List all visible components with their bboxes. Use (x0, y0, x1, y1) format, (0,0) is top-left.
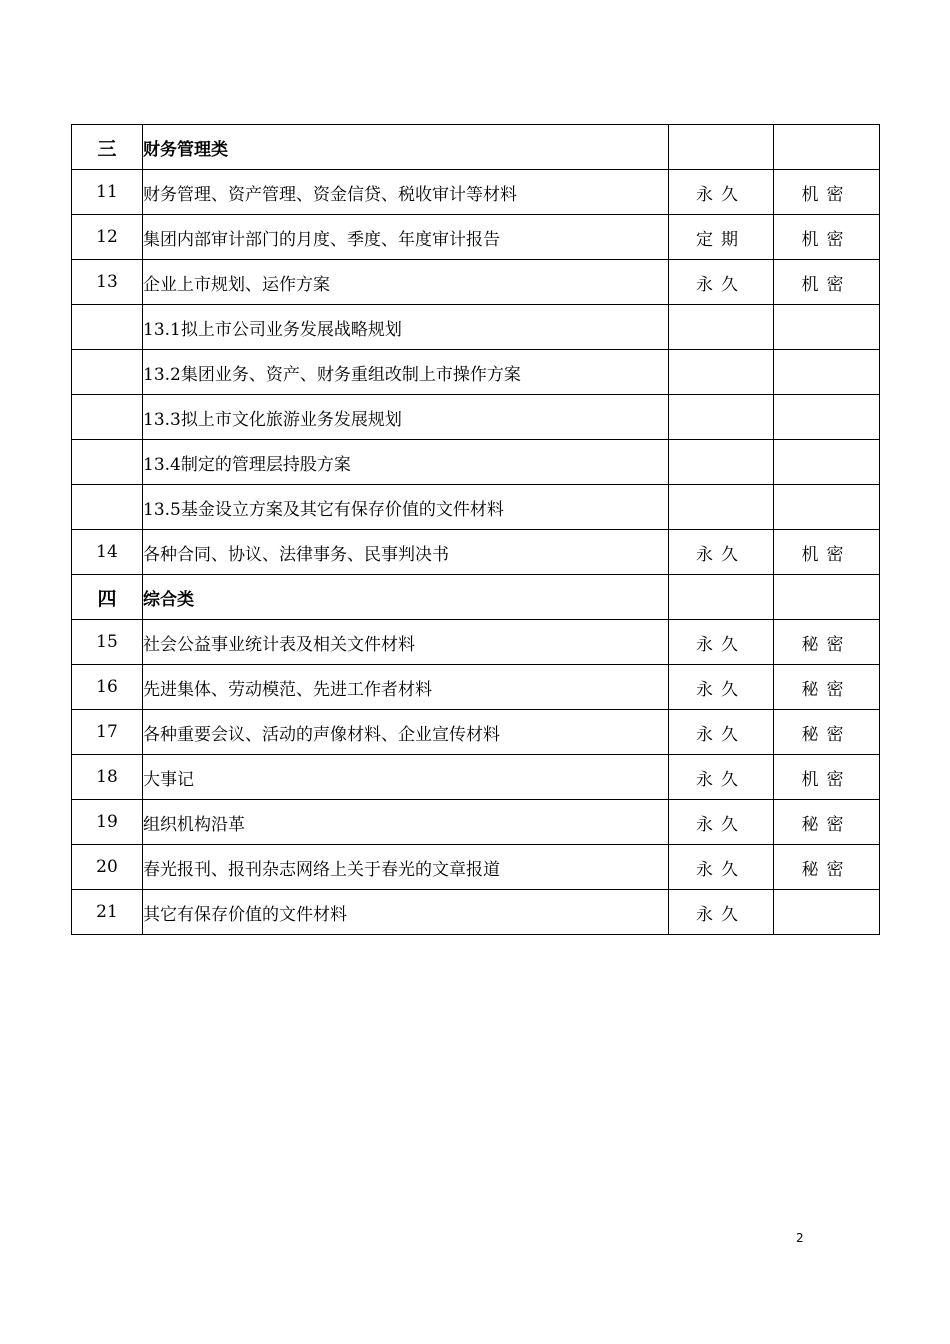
row-number-cell: 四 (72, 575, 143, 620)
row-title-cell: 13.1拟上市公司业务发展战略规划 (143, 305, 669, 350)
secrecy-level-cell (774, 890, 880, 935)
row-number-cell: 21 (72, 890, 143, 935)
table-row (72, 620, 880, 665)
row-number-cell (72, 350, 143, 395)
retention-term-cell (669, 125, 774, 170)
secrecy-level-cell (774, 305, 880, 350)
retention-term-cell (669, 575, 774, 620)
retention-term-cell: 永久 (669, 845, 774, 890)
row-title-cell: 春光报刊、报刊杂志网络上关于春光的文章报道 (143, 845, 669, 890)
row-title-cell: 财务管理、资产管理、资金信贷、税收审计等材料 (143, 170, 669, 215)
row-title-cell: 13.4制定的管理层持股方案 (143, 440, 669, 485)
row-number-cell (72, 395, 143, 440)
row-number-cell: 18 (72, 755, 143, 800)
table-row (72, 485, 880, 530)
row-title-cell: 13.3拟上市文化旅游业务发展规划 (143, 395, 669, 440)
table-row (72, 665, 880, 710)
secrecy-level-cell: 秘密 (774, 665, 880, 710)
secrecy-level-cell: 秘密 (774, 620, 880, 665)
secrecy-level-cell (774, 440, 880, 485)
retention-term-cell: 永久 (669, 665, 774, 710)
table-row (72, 440, 880, 485)
row-title-cell: 先进集体、劳动模范、先进工作者材料 (143, 665, 669, 710)
table-row (72, 530, 880, 575)
section-row (72, 575, 880, 620)
row-title-cell: 13.2集团业务、资产、财务重组改制上市操作方案 (143, 350, 669, 395)
table-body (72, 125, 880, 935)
records-retention-table (71, 124, 880, 935)
row-number-cell (72, 485, 143, 530)
retention-term-cell (669, 350, 774, 395)
secrecy-level-cell: 机密 (774, 530, 880, 575)
retention-term-cell: 永久 (669, 170, 774, 215)
row-title-cell: 综合类 (143, 575, 669, 620)
retention-term-cell (669, 305, 774, 350)
row-title-cell: 13.5基金设立方案及其它有保存价值的文件材料 (143, 485, 669, 530)
page-number: 2 (796, 1231, 804, 1245)
secrecy-level-cell: 机密 (774, 260, 880, 305)
secrecy-level-cell: 秘密 (774, 800, 880, 845)
retention-term-cell (669, 485, 774, 530)
row-number-cell: 三 (72, 125, 143, 170)
row-number-cell: 17 (72, 710, 143, 755)
row-number-cell: 15 (72, 620, 143, 665)
secrecy-level-cell (774, 125, 880, 170)
table-row (72, 755, 880, 800)
table-row (72, 395, 880, 440)
secrecy-level-cell (774, 485, 880, 530)
row-number-cell: 20 (72, 845, 143, 890)
retention-term-cell (669, 395, 774, 440)
row-number-cell: 12 (72, 215, 143, 260)
row-number-cell: 16 (72, 665, 143, 710)
row-number-cell (72, 305, 143, 350)
secrecy-level-cell (774, 395, 880, 440)
row-title-cell: 财务管理类 (143, 125, 669, 170)
row-title-cell: 各种重要会议、活动的声像材料、企业宣传材料 (143, 710, 669, 755)
retention-term-cell: 定期 (669, 215, 774, 260)
secrecy-level-cell: 机密 (774, 170, 880, 215)
row-number-cell (72, 440, 143, 485)
row-title-cell: 社会公益事业统计表及相关文件材料 (143, 620, 669, 665)
table-row (72, 170, 880, 215)
table-row (72, 800, 880, 845)
retention-term-cell: 永久 (669, 710, 774, 755)
retention-term-cell: 永久 (669, 890, 774, 935)
table-row (72, 305, 880, 350)
row-title-cell: 其它有保存价值的文件材料 (143, 890, 669, 935)
row-title-cell: 企业上市规划、运作方案 (143, 260, 669, 305)
section-row (72, 125, 880, 170)
row-number-cell: 11 (72, 170, 143, 215)
table-row (72, 890, 880, 935)
retention-term-cell: 永久 (669, 755, 774, 800)
table-row (72, 215, 880, 260)
row-title-cell: 各种合同、协议、法律事务、民事判决书 (143, 530, 669, 575)
row-number-cell: 19 (72, 800, 143, 845)
secrecy-level-cell: 秘密 (774, 710, 880, 755)
row-number-cell: 13 (72, 260, 143, 305)
secrecy-level-cell: 机密 (774, 755, 880, 800)
row-title-cell: 大事记 (143, 755, 669, 800)
retention-term-cell (669, 440, 774, 485)
table-row (72, 260, 880, 305)
row-number-cell: 14 (72, 530, 143, 575)
table-row (72, 845, 880, 890)
retention-term-cell: 永久 (669, 620, 774, 665)
secrecy-level-cell (774, 575, 880, 620)
secrecy-level-cell: 机密 (774, 215, 880, 260)
secrecy-level-cell: 秘密 (774, 845, 880, 890)
row-title-cell: 组织机构沿革 (143, 800, 669, 845)
row-title-cell: 集团内部审计部门的月度、季度、年度审计报告 (143, 215, 669, 260)
retention-term-cell: 永久 (669, 530, 774, 575)
table-row (72, 350, 880, 395)
secrecy-level-cell (774, 350, 880, 395)
table-row (72, 710, 880, 755)
retention-term-cell: 永久 (669, 800, 774, 845)
retention-term-cell: 永久 (669, 260, 774, 305)
